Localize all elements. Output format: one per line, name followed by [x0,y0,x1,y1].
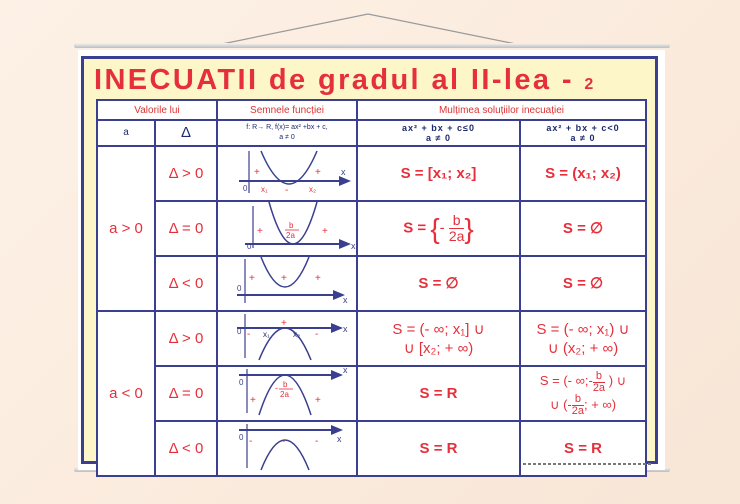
delta-cell: Δ < 0 [155,421,217,476]
root-x1: x₁ [263,330,270,339]
graph-cell [217,201,357,256]
origin-label: 0 [239,433,244,442]
header-a: a [97,120,155,146]
sign-plus: + [249,273,255,284]
solution-lt [520,146,646,201]
function-def: f: R→ R, f(x)= ax² +bx + c, [246,124,328,131]
root-x2: x₂ [309,185,317,194]
sign-plus: + [322,226,328,237]
sign-minus: - [247,329,251,340]
header-function [217,120,357,146]
root-x1: x₁ [261,185,268,194]
header-solutions: Mulțimea soluțiilor inecuației [357,100,646,120]
denominator: 2a [592,381,606,394]
header-delta: Δ [155,120,217,146]
numerator: b [449,213,465,229]
solution-lt: S = ∅ [520,201,646,256]
vertex-minus: - [275,383,278,393]
solution-line2: ∪ (x₂; + ∞) [547,339,619,357]
parabola-graph [219,422,355,470]
delta-cell: Δ > 0 [155,146,217,201]
parabola-graph [219,312,355,360]
solution-text: S = (x₁; x₂) [545,165,621,182]
sign-plus: + [250,395,256,406]
origin-label: 0 [237,327,242,336]
ineq2-text: ax² + bx + c<0 [546,123,620,133]
parabola-graph [219,257,355,305]
solution-le: S = R [357,421,520,476]
header-signs: Semnele funcției [217,100,357,120]
denominator: 2a [571,404,584,417]
graph-cell [217,311,357,366]
a-positive: a > 0 [97,146,155,311]
graph-cell [217,256,357,311]
sign-plus: + [315,395,321,406]
vertex-den: 2a [286,231,295,240]
minus-sign: - [439,219,445,237]
solution-lt [520,366,646,421]
top-rod [74,43,670,48]
publisher-credit [523,463,653,465]
graph-cell [217,421,357,476]
delta-cell: Δ > 0 [155,311,217,366]
sign-minus: - [315,436,319,447]
poster [78,50,665,470]
x-label: x [337,434,342,444]
x-label: x [343,324,348,334]
solution-part: S = (- ∞;- [539,373,593,389]
solution-line1: S = (- ∞; x₁) ∪ [536,320,630,338]
solution-line1: S = (- ∞; x₁] ∪ [392,320,485,338]
a-nonzero: a ≠ 0 [279,134,295,141]
solution-le: S = ∅ [357,256,520,311]
origin-label: 0 [239,378,244,387]
vertex-den: 2a [280,390,289,399]
sign-minus: - [249,436,253,447]
solution-part: ; + ∞) [584,396,617,412]
solution-le: S = {- $\frac{b}{2a}$ } [357,201,520,256]
a-negative: a < 0 [97,311,155,476]
x-label: x [341,167,346,177]
x-label: x [343,365,348,375]
sign-plus: + [281,273,287,284]
numerator: b [593,371,605,383]
x-label: x [351,241,356,251]
solution-lt: S = ∅ [520,256,646,311]
sign-minus: - [282,436,286,447]
title-text: INECUATII de gradul al II-lea - [94,64,585,96]
origin-label: 0 [243,184,248,193]
fraction [593,371,605,394]
vertex-num: b [283,380,288,389]
ineq1-text: ax² + bx + c≤0 [402,123,475,133]
numerator: b [572,394,584,406]
parabola-graph [219,147,355,195]
origin-label: 0 [247,242,252,251]
sign-minus: - [315,329,319,340]
sign-plus: + [281,318,287,329]
a-nonzero: a ≠ 0 [426,133,451,143]
solution-lt [520,311,646,366]
poster-frame [81,56,658,464]
solution-le [357,311,520,366]
graph-cell [217,366,357,421]
origin-label: 0 [237,284,242,293]
solution-text: S = [x₁; x₂] [400,165,477,182]
solution-le [357,146,520,201]
sign-plus: + [315,273,321,284]
root-x2: x₂ [293,330,301,339]
parabola-graph [219,202,355,250]
solution-prefix: S = [403,219,427,237]
solution-part: ) ∪ [608,373,627,389]
header-ineq2 [520,120,646,146]
denominator: 2a [448,228,465,244]
header-values: Valorile lui [97,100,217,120]
a-nonzero: a ≠ 0 [570,133,596,143]
header-ineq1 [357,120,520,146]
x-label: x [343,295,348,305]
delta-cell: Δ = 0 [155,201,217,256]
sign-minus: - [285,185,289,196]
page-title [94,64,654,97]
graph-cell [217,146,357,201]
sign-plus: + [257,226,263,237]
solution-line2: ∪ [x₂; + ∞) [403,339,474,357]
inequalities-table [96,99,647,477]
solution-le: S = R [357,366,520,421]
delta-cell: Δ < 0 [155,256,217,311]
parabola-graph [219,367,355,415]
sign-plus: + [254,167,260,178]
solution-lt: S = R [520,421,646,476]
fraction [449,213,465,244]
delta-cell: Δ = 0 [155,366,217,421]
fraction [572,394,584,417]
sign-plus: + [315,167,321,178]
vertex-num: b [289,221,294,230]
title-number: 2 [584,76,596,93]
solution-part: ∪ (- [549,396,572,412]
